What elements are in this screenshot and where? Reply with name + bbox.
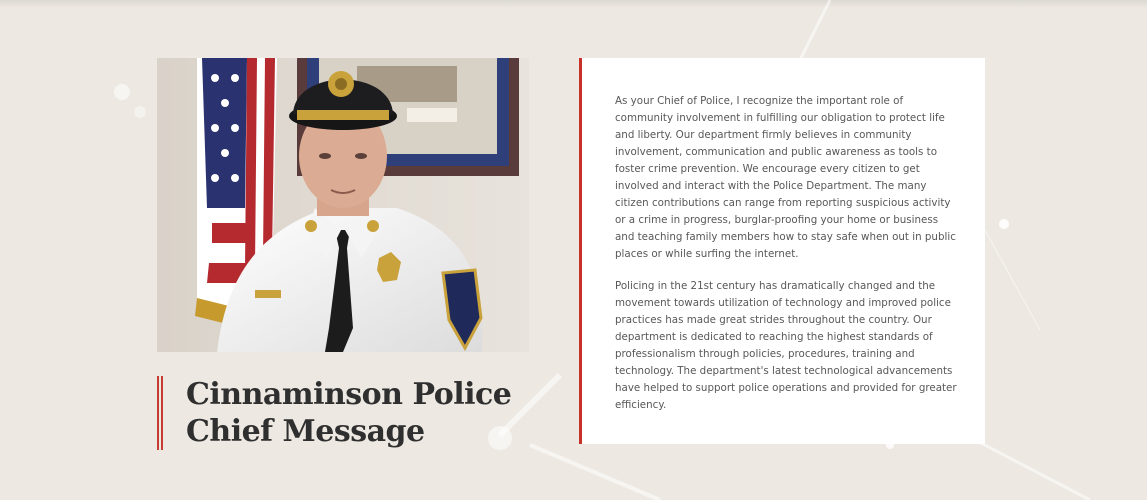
top-shadow: [0, 0, 1147, 8]
message-paragraph-2: Policing in the 21st century has dramatically changed and the movement towards utilization of technology and improved police practices has made great strides throughout the country. Our department is dedicated to reaching the highest standards of professionalism through policies, procedures, training and technology. The department's latest technological advancements have helped to support police operations and provided for greater efficiency.: [615, 280, 957, 411]
chief-photo: [157, 58, 529, 352]
title-accent-bar: [161, 376, 163, 450]
section-title-block: [157, 376, 537, 450]
message-paragraph-1: As your Chief of Police, I recognize the important role of community involvement in fulfilling our obligation to protect life and liberty. Our department firmly believes in community involvement, communication and public awareness as tools to foster crime prevention. We encourage every citizen to get involved and interact with the Police Department. The many citizen contributions can range from reporting suspicious activity or a crime in progress, burglar-proofing your home or business and teaching family members how to stay safe when out in public places or while surfing the internet.: [615, 95, 956, 260]
page-title: [186, 376, 511, 450]
chief-message-body: [615, 93, 960, 429]
title-accent-bar: [157, 376, 159, 450]
page-title-line-1: Cinnaminson Police: [186, 377, 512, 412]
chief-message-card: [579, 58, 985, 444]
page-title-line-2: Chief Message: [186, 414, 425, 449]
